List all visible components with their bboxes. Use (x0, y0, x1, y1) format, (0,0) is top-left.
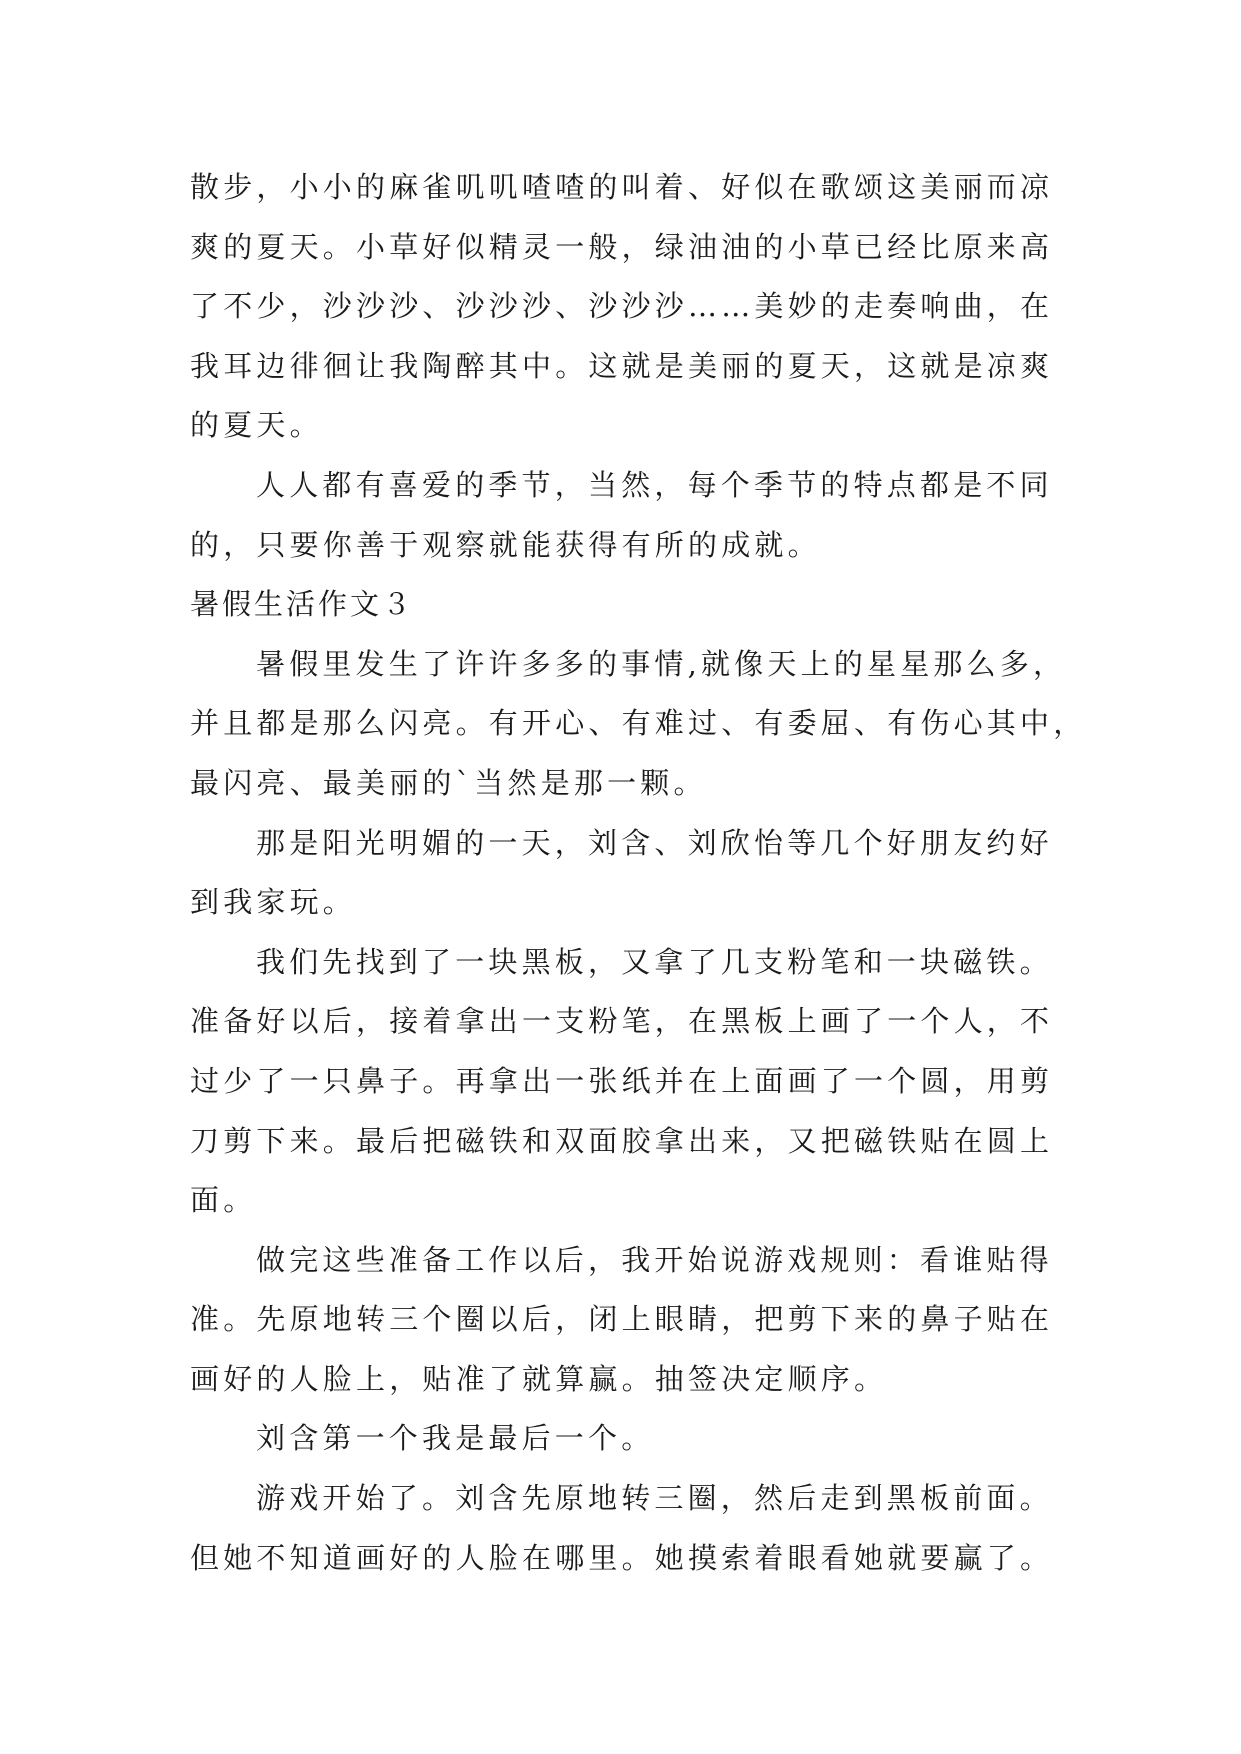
text-line: 人人都有喜爱的季节，当然，每个季节的特点都是不同 (256, 467, 1053, 502)
text-line: 我们先找到了一块黑板，又拿了几支粉笔和一块磁铁。 (256, 944, 1053, 979)
section-heading: 暑假生活作文３ (190, 587, 415, 622)
text-line: 暑假里发生了许许多多的事情,就像天上的星星那么多， (256, 646, 1067, 681)
text-line: 的夏天。 (190, 408, 323, 443)
text-line: 我耳边徘徊让我陶醉其中。这就是美丽的夏天，这就是凉爽 (190, 348, 1054, 383)
text-line: 但她不知道画好的人脸在哪里。她摸索着眼看她就要赢了。 (190, 1540, 1054, 1575)
text-line: 的，只要你善于观察就能获得有所的成就。 (190, 527, 821, 562)
text-line: 做完这些准备工作以后，我开始说游戏规则：看谁贴得 (256, 1242, 1053, 1277)
text-line: 到我家玩。 (190, 885, 357, 920)
text-line: 面。 (190, 1183, 257, 1218)
text-line: 刘含第一个我是最后一个。 (256, 1421, 655, 1456)
text-line: 游戏开始了。刘含先原地转三圈，然后走到黑板前面。 (256, 1481, 1053, 1516)
text-line: 过少了一只鼻子。再拿出一张纸并在上面画了一个圆，用剪 (190, 1063, 1054, 1098)
document-page (190, 158, 1087, 1588)
text-line: 爽的夏天。小草好似精灵一般，绿油油的小草已经比原来高 (190, 229, 1054, 264)
text-line: 散步，小小的麻雀叽叽喳喳的叫着、好似在歌颂这美丽而凉 (190, 170, 1054, 204)
text-line: 准备好以后，接着拿出一支粉笔，在黑板上画了一个人，不 (190, 1004, 1054, 1039)
text-line: 那是阳光明媚的一天，刘含、刘欣怡等几个好朋友约好 (256, 825, 1053, 860)
text-line: 刀剪下来。最后把磁铁和双面胶拿出来，又把磁铁贴在圆上 (190, 1123, 1054, 1158)
text-line: 最闪亮、最美丽的`当然是那一颗。 (190, 765, 707, 800)
text-line: 了不少，沙沙沙、沙沙沙、沙沙沙……美妙的走奏响曲，在 (190, 289, 1054, 324)
text-line: 画好的人脸上，贴准了就算赢。抽签决定顺序。 (190, 1361, 888, 1396)
text-line: 并且都是那么闪亮。有开心、有难过、有委屈、有伤心其中， (190, 706, 1087, 741)
text-line: 准。先原地转三个圈以后，闭上眼睛，把剪下来的鼻子贴在 (190, 1302, 1054, 1337)
